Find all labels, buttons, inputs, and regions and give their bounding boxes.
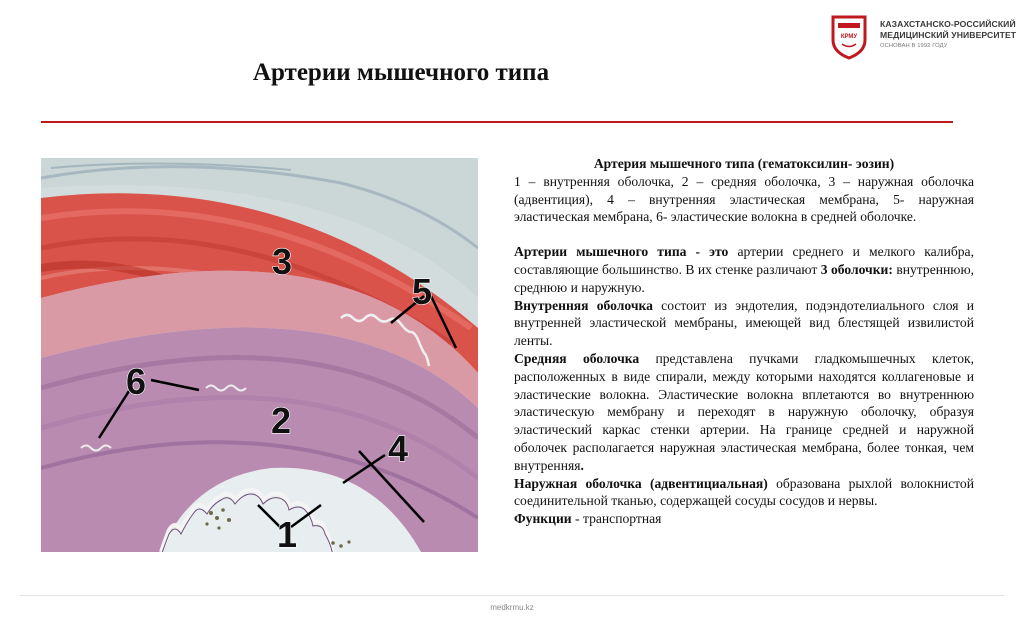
functions-paragraph	[514, 510, 974, 528]
outer-layer-text: образована рыхлой волокнистой соединительной тканью, содержащей сосуды сосудов и нервы.	[514, 475, 974, 509]
middle-layer-paragraph	[514, 350, 974, 475]
description-text	[514, 155, 974, 528]
paragraph-gap	[514, 226, 974, 243]
definition-text: артерии среднего и мелкого калибра, составляющие большинство. В их стенке различают	[514, 244, 974, 277]
definition-term: Артерии мышечного типа - это	[514, 244, 729, 260]
slide-title-text: Артерии мышечного типа	[252, 59, 550, 86]
functions-text: - транспортная	[571, 511, 662, 527]
university-name	[880, 19, 1016, 51]
footer-divider	[20, 595, 1004, 596]
figure-caption-title: Артерия мышечного типа (гематоксилин- эозин)	[593, 156, 895, 171]
title-divider	[41, 121, 953, 123]
inner-layer-paragraph	[514, 297, 974, 350]
footer-site: medkrmu.kz	[490, 603, 534, 612]
slide-title	[0, 59, 1024, 87]
label-5: 5	[412, 271, 433, 312]
label-2: 2	[271, 400, 292, 441]
middle-layer-period: .	[580, 457, 584, 473]
figure-caption-legend: 1 – внутренняя оболочка, 2 – средняя оболочка, 3 – наружная оболочка (адвентиция), 4 – внутренняя эластическая мембрана, 5- наружная эластическая мембрана, 6- эластические волокна в средней оболочке.	[514, 173, 974, 225]
label-6: 6	[126, 361, 147, 402]
outer-layer-paragraph	[514, 475, 974, 511]
inner-layer-term: Внутренняя оболочка	[514, 297, 653, 313]
middle-layer-text: представлена пучками гладкомышечных клеток, расположенных в виде спирали, между которыми находятся коллагеновые и эластические волокна. Эластические волокна вплетаются во внутреннюю эластическую мембрану и переходят в наружную оболочку, образуя эластический каркас стенки артерии. На границе средней и наружной оболочек располагается наружная эластическая мембрана, более тонкая, чем внутренняя	[514, 350, 974, 473]
label-1: 1	[277, 514, 298, 552]
label-4: 4	[388, 428, 409, 469]
definition-paragraph	[514, 243, 974, 296]
definition-layers-list: внутреннюю, среднюю и наружную.	[514, 261, 975, 295]
outer-layer-term: Наружная оболочка (адвентициальная)	[514, 475, 768, 491]
inner-layer-text: состоит из эндотелия, подэндотелиального слоя и внутренней эластической мембраны, имеющей вид блестящей извилистой ленты.	[514, 297, 974, 349]
university-name-line1: КАЗАХСТАНСКО-РОССИЙСКИЙ	[880, 19, 1016, 29]
middle-layer-term: Средняя оболочка	[514, 350, 640, 366]
functions-term: Функции	[514, 511, 572, 527]
university-name-line2: МЕДИЦИНСКИЙ УНИВЕРСИТЕТ	[880, 30, 1017, 40]
artery-micrograph	[41, 158, 478, 552]
label-3: 3	[272, 241, 293, 282]
founded-text: ОСНОВАН В 1992 ГОДУ	[880, 43, 948, 49]
definition-layers: 3 оболочки:	[820, 261, 893, 277]
university-logo	[829, 14, 869, 60]
logo-text: КРМУ	[840, 34, 858, 40]
